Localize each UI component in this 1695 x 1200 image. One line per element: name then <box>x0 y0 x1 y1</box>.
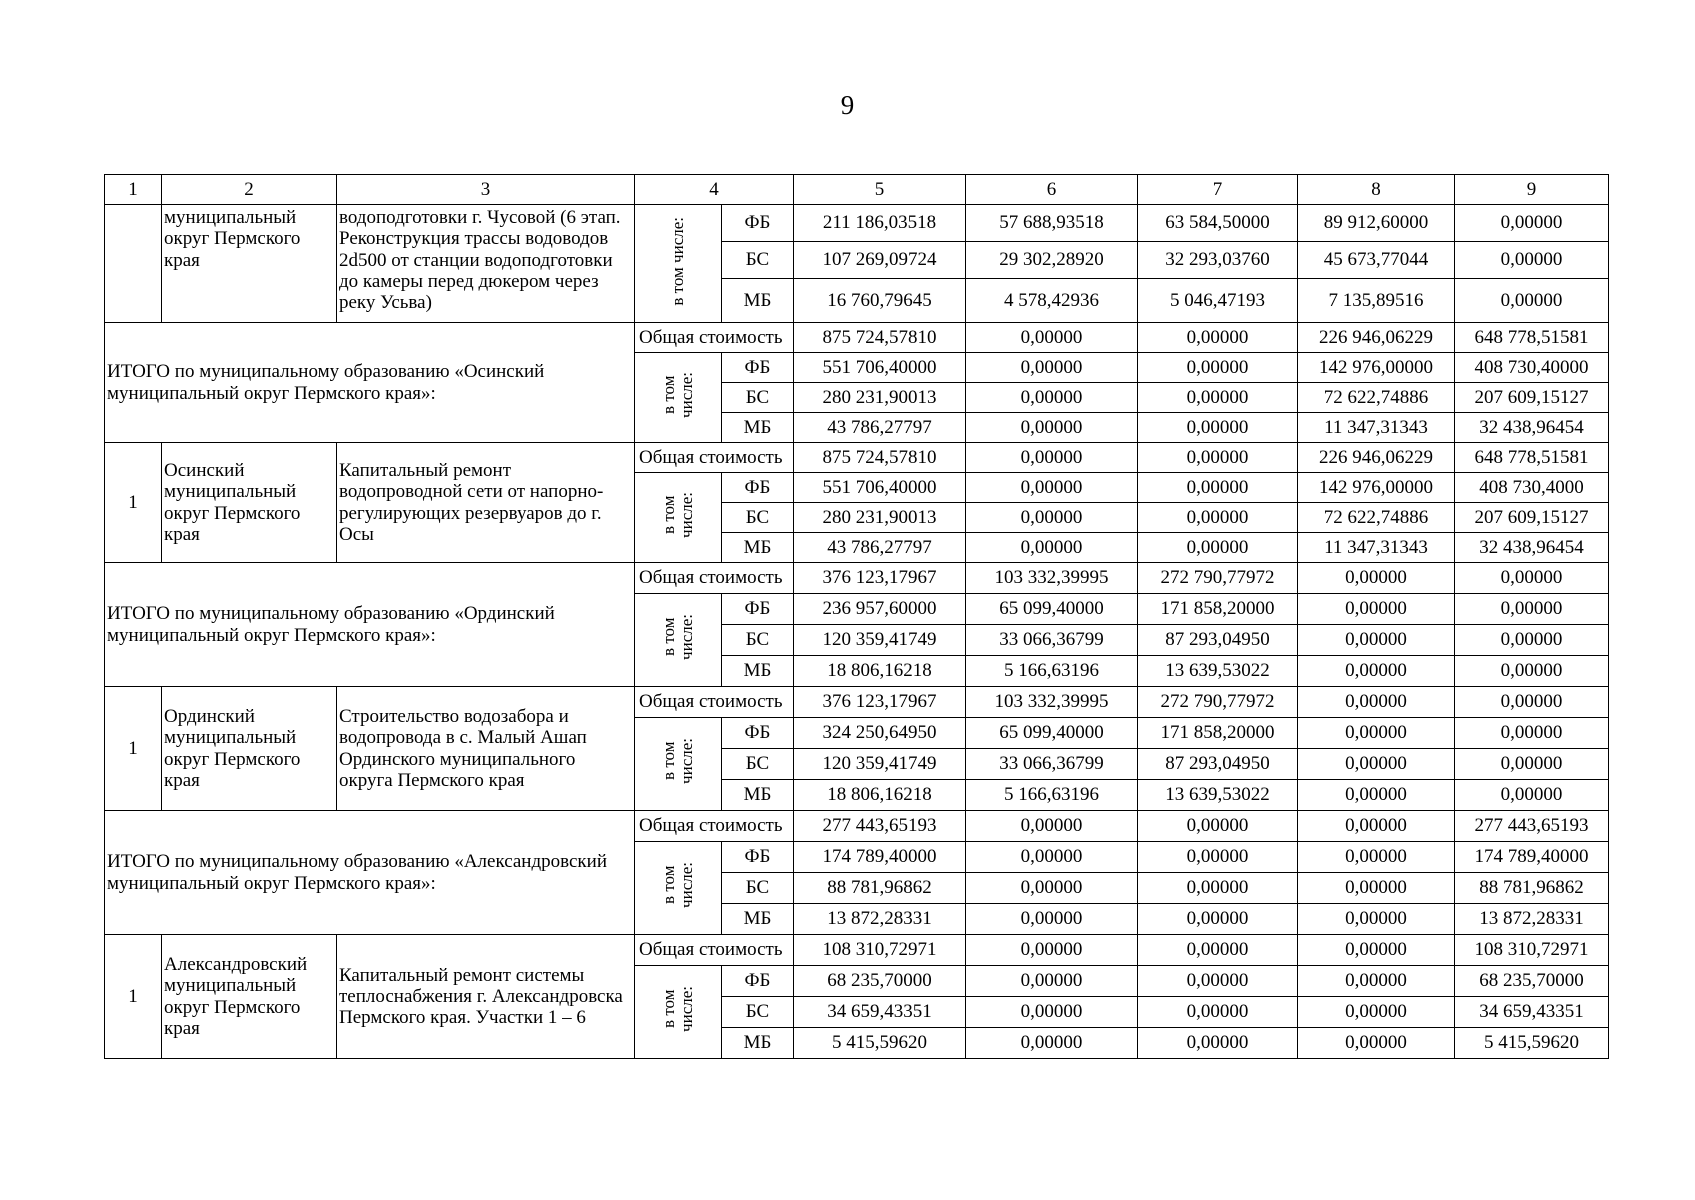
including-label: в том числе: <box>635 353 722 443</box>
value-cell: 0,00000 <box>1455 279 1609 323</box>
index-cell: 1 <box>105 443 162 563</box>
including-label: в том числе: <box>635 594 722 687</box>
value-cell: 18 806,16218 <box>794 656 966 687</box>
value-cell: 11 347,31343 <box>1298 413 1455 443</box>
value-cell: 29 302,28920 <box>966 242 1138 279</box>
source-mb: МБ <box>722 780 794 811</box>
municipality-cell: Ординский муниципальный округ Пермского края <box>162 687 337 811</box>
object-name-cell: Капитальный ремонт водопроводной сети от напорно-регулирующих резервуаров до г. Осы <box>337 443 635 563</box>
value-cell: 32 293,03760 <box>1138 242 1298 279</box>
including-label: в том числе: <box>635 718 722 811</box>
value-cell: 0,00000 <box>1298 594 1455 625</box>
table-row <box>105 811 1609 842</box>
value-cell: 207 609,15127 <box>1455 503 1609 533</box>
value-cell: 0,00000 <box>1298 656 1455 687</box>
value-cell: 43 786,27797 <box>794 533 966 563</box>
value-cell: 236 957,60000 <box>794 594 966 625</box>
value-cell: 226 946,06229 <box>1298 323 1455 353</box>
value-cell: 5 415,59620 <box>1455 1028 1609 1059</box>
value-cell: 226 946,06229 <box>1298 443 1455 473</box>
value-cell: 4 578,42936 <box>966 279 1138 323</box>
including-label: в том числе: <box>635 205 722 323</box>
value-cell: 0,00000 <box>1298 811 1455 842</box>
value-cell: 0,00000 <box>1298 842 1455 873</box>
source-mb: МБ <box>722 413 794 443</box>
value-cell: 142 976,00000 <box>1298 473 1455 503</box>
value-cell: 0,00000 <box>1298 687 1455 718</box>
value-cell: 0,00000 <box>1298 873 1455 904</box>
value-cell: 0,00000 <box>1298 1028 1455 1059</box>
value-cell: 0,00000 <box>1298 997 1455 1028</box>
value-cell: 0,00000 <box>966 904 1138 935</box>
value-cell: 45 673,77044 <box>1298 242 1455 279</box>
value-cell: 0,00000 <box>966 323 1138 353</box>
value-cell: 551 706,40000 <box>794 473 966 503</box>
value-cell: 43 786,27797 <box>794 413 966 443</box>
index-cell: 1 <box>105 935 162 1059</box>
value-cell: 0,00000 <box>1455 563 1609 594</box>
value-cell: 0,00000 <box>1298 625 1455 656</box>
value-cell: 0,00000 <box>1138 533 1298 563</box>
value-cell: 0,00000 <box>1138 904 1298 935</box>
municipality-cell: Александровский муниципальный округ Пермского края <box>162 935 337 1059</box>
value-cell: 408 730,4000 <box>1455 473 1609 503</box>
including-label: в том числе: <box>635 842 722 935</box>
value-cell: 0,00000 <box>1455 656 1609 687</box>
value-cell: 11 347,31343 <box>1298 533 1455 563</box>
value-cell: 207 609,15127 <box>1455 383 1609 413</box>
value-cell: 0,00000 <box>1138 811 1298 842</box>
value-cell: 32 438,96454 <box>1455 413 1609 443</box>
object-name-cell: водоподготовки г. Чусовой (6 этап. Реконструкция трассы водоводов 2d500 от станции водоподготовки до камеры перед дюкером через реку Усьва) <box>337 205 635 323</box>
value-cell: 0,00000 <box>966 383 1138 413</box>
value-cell: 0,00000 <box>1298 718 1455 749</box>
value-cell: 0,00000 <box>1455 625 1609 656</box>
source-mb: МБ <box>722 533 794 563</box>
page-number: 9 <box>840 90 855 120</box>
value-cell: 18 806,16218 <box>794 780 966 811</box>
value-cell: 68 235,70000 <box>1455 966 1609 997</box>
budget-table-wrapper <box>104 174 1609 1059</box>
header-row <box>105 175 1609 205</box>
municipality-cell: Осинский муниципальный округ Пермского края <box>162 443 337 563</box>
source-mb: МБ <box>722 904 794 935</box>
column-header: 9 <box>1455 175 1609 205</box>
source-fb: ФБ <box>722 718 794 749</box>
value-cell: 107 269,09724 <box>794 242 966 279</box>
source-bs: БС <box>722 873 794 904</box>
total-caption-osa: ИТОГО по муниципальному образованию «Осинский муниципальный округ Пермского края»: <box>105 323 635 443</box>
value-cell: 87 293,04950 <box>1138 625 1298 656</box>
value-cell: 33 066,36799 <box>966 625 1138 656</box>
value-cell: 0,00000 <box>1138 323 1298 353</box>
value-cell: 0,00000 <box>1298 749 1455 780</box>
value-cell: 376 123,17967 <box>794 563 966 594</box>
value-cell: 0,00000 <box>966 413 1138 443</box>
value-cell: 171 858,20000 <box>1138 594 1298 625</box>
value-cell: 0,00000 <box>966 873 1138 904</box>
value-cell: 0,00000 <box>1138 353 1298 383</box>
value-cell: 648 778,51581 <box>1455 443 1609 473</box>
value-cell: 0,00000 <box>1138 1028 1298 1059</box>
object-name-cell: Капитальный ремонт системы теплоснабжения г. Александровска Пермского края. Участки 1 – 6 <box>337 935 635 1059</box>
source-bs: БС <box>722 383 794 413</box>
total-caption-orda: ИТОГО по муниципальному образованию «Ординский муниципальный округ Пермского края»: <box>105 563 635 687</box>
value-cell: 0,00000 <box>1455 687 1609 718</box>
value-cell: 142 976,00000 <box>1298 353 1455 383</box>
value-cell: 0,00000 <box>966 842 1138 873</box>
value-cell: 0,00000 <box>1455 594 1609 625</box>
value-cell: 7 135,89516 <box>1298 279 1455 323</box>
value-cell: 280 231,90013 <box>794 383 966 413</box>
column-header: 8 <box>1298 175 1455 205</box>
value-cell: 32 438,96454 <box>1455 533 1609 563</box>
table-row <box>105 687 1609 718</box>
value-cell: 174 789,40000 <box>794 842 966 873</box>
column-header: 5 <box>794 175 966 205</box>
total-cost-label: Общая стоимость <box>635 687 794 718</box>
value-cell: 87 293,04950 <box>1138 749 1298 780</box>
source-fb: ФБ <box>722 594 794 625</box>
value-cell: 89 912,60000 <box>1298 205 1455 242</box>
value-cell: 648 778,51581 <box>1455 323 1609 353</box>
value-cell: 0,00000 <box>1455 749 1609 780</box>
value-cell: 875 724,57810 <box>794 323 966 353</box>
total-cost-label: Общая стоимость <box>635 443 794 473</box>
value-cell: 0,00000 <box>1138 935 1298 966</box>
value-cell: 0,00000 <box>1455 205 1609 242</box>
value-cell: 0,00000 <box>966 997 1138 1028</box>
value-cell: 0,00000 <box>1138 997 1298 1028</box>
value-cell: 5 415,59620 <box>794 1028 966 1059</box>
municipality-cell: муниципальный округ Пермского края <box>162 205 337 323</box>
source-mb: МБ <box>722 1028 794 1059</box>
value-cell: 63 584,50000 <box>1138 205 1298 242</box>
value-cell: 120 359,41749 <box>794 625 966 656</box>
value-cell: 0,00000 <box>966 443 1138 473</box>
source-bs: БС <box>722 503 794 533</box>
value-cell: 171 858,20000 <box>1138 718 1298 749</box>
total-caption-alexandrovsk: ИТОГО по муниципальному образованию «Александровский муниципальный округ Пермского края»: <box>105 811 635 935</box>
value-cell: 72 622,74886 <box>1298 383 1455 413</box>
value-cell: 108 310,72971 <box>794 935 966 966</box>
value-cell: 0,00000 <box>966 353 1138 383</box>
source-fb: ФБ <box>722 205 794 242</box>
source-mb: МБ <box>722 279 794 323</box>
value-cell: 5 166,63196 <box>966 656 1138 687</box>
total-cost-label: Общая стоимость <box>635 323 794 353</box>
value-cell: 0,00000 <box>1138 473 1298 503</box>
column-header: 4 <box>635 175 794 205</box>
value-cell: 0,00000 <box>1298 904 1455 935</box>
source-fb: ФБ <box>722 473 794 503</box>
table-row <box>105 935 1609 966</box>
value-cell: 65 099,40000 <box>966 594 1138 625</box>
budget-table <box>104 174 1609 1059</box>
index-cell <box>105 205 162 323</box>
value-cell: 0,00000 <box>1455 780 1609 811</box>
source-fb: ФБ <box>722 842 794 873</box>
column-header: 3 <box>337 175 635 205</box>
value-cell: 0,00000 <box>1298 563 1455 594</box>
table-row <box>105 205 1609 242</box>
value-cell: 324 250,64950 <box>794 718 966 749</box>
value-cell: 0,00000 <box>966 811 1138 842</box>
value-cell: 120 359,41749 <box>794 749 966 780</box>
value-cell: 72 622,74886 <box>1298 503 1455 533</box>
value-cell: 16 760,79645 <box>794 279 966 323</box>
source-bs: БС <box>722 625 794 656</box>
value-cell: 0,00000 <box>1455 718 1609 749</box>
value-cell: 0,00000 <box>1138 383 1298 413</box>
value-cell: 0,00000 <box>966 966 1138 997</box>
value-cell: 13 872,28331 <box>1455 904 1609 935</box>
source-bs: БС <box>722 749 794 780</box>
value-cell: 408 730,40000 <box>1455 353 1609 383</box>
value-cell: 0,00000 <box>1298 966 1455 997</box>
value-cell: 103 332,39995 <box>966 687 1138 718</box>
source-mb: МБ <box>722 656 794 687</box>
value-cell: 551 706,40000 <box>794 353 966 383</box>
value-cell: 33 066,36799 <box>966 749 1138 780</box>
value-cell: 13 639,53022 <box>1138 656 1298 687</box>
value-cell: 0,00000 <box>966 473 1138 503</box>
source-fb: ФБ <box>722 966 794 997</box>
total-cost-label: Общая стоимость <box>635 563 794 594</box>
table-row <box>105 563 1609 594</box>
value-cell: 0,00000 <box>966 503 1138 533</box>
total-cost-label: Общая стоимость <box>635 811 794 842</box>
value-cell: 0,00000 <box>1138 842 1298 873</box>
value-cell: 174 789,40000 <box>1455 842 1609 873</box>
source-bs: БС <box>722 242 794 279</box>
column-header: 2 <box>162 175 337 205</box>
source-fb: ФБ <box>722 353 794 383</box>
value-cell: 13 639,53022 <box>1138 780 1298 811</box>
value-cell: 277 443,65193 <box>794 811 966 842</box>
table-row <box>105 443 1609 473</box>
value-cell: 0,00000 <box>1298 935 1455 966</box>
value-cell: 88 781,96862 <box>1455 873 1609 904</box>
value-cell: 88 781,96862 <box>794 873 966 904</box>
value-cell: 0,00000 <box>1138 443 1298 473</box>
source-bs: БС <box>722 997 794 1028</box>
value-cell: 272 790,77972 <box>1138 687 1298 718</box>
value-cell: 277 443,65193 <box>1455 811 1609 842</box>
value-cell: 0,00000 <box>1298 780 1455 811</box>
value-cell: 0,00000 <box>1138 873 1298 904</box>
value-cell: 0,00000 <box>966 935 1138 966</box>
value-cell: 0,00000 <box>1138 503 1298 533</box>
value-cell: 272 790,77972 <box>1138 563 1298 594</box>
table-row <box>105 323 1609 353</box>
value-cell: 5 046,47193 <box>1138 279 1298 323</box>
value-cell: 376 123,17967 <box>794 687 966 718</box>
value-cell: 68 235,70000 <box>794 966 966 997</box>
object-name-cell: Строительство водозабора и водопровода в с. Малый Ашап Ординского муниципального округа Пермского края <box>337 687 635 811</box>
value-cell: 13 872,28331 <box>794 904 966 935</box>
value-cell: 57 688,93518 <box>966 205 1138 242</box>
value-cell: 211 186,03518 <box>794 205 966 242</box>
including-label: в том числе: <box>635 966 722 1059</box>
value-cell: 0,00000 <box>966 533 1138 563</box>
value-cell: 0,00000 <box>1138 413 1298 443</box>
value-cell: 5 166,63196 <box>966 780 1138 811</box>
value-cell: 108 310,72971 <box>1455 935 1609 966</box>
column-header: 6 <box>966 175 1138 205</box>
value-cell: 0,00000 <box>966 1028 1138 1059</box>
value-cell: 34 659,43351 <box>1455 997 1609 1028</box>
value-cell: 0,00000 <box>1455 242 1609 279</box>
column-header: 1 <box>105 175 162 205</box>
index-cell: 1 <box>105 687 162 811</box>
value-cell: 280 231,90013 <box>794 503 966 533</box>
value-cell: 103 332,39995 <box>966 563 1138 594</box>
value-cell: 34 659,43351 <box>794 997 966 1028</box>
value-cell: 65 099,40000 <box>966 718 1138 749</box>
column-header: 7 <box>1138 175 1298 205</box>
value-cell: 0,00000 <box>1138 966 1298 997</box>
total-cost-label: Общая стоимость <box>635 935 794 966</box>
value-cell: 875 724,57810 <box>794 443 966 473</box>
including-label: в том числе: <box>635 473 722 563</box>
